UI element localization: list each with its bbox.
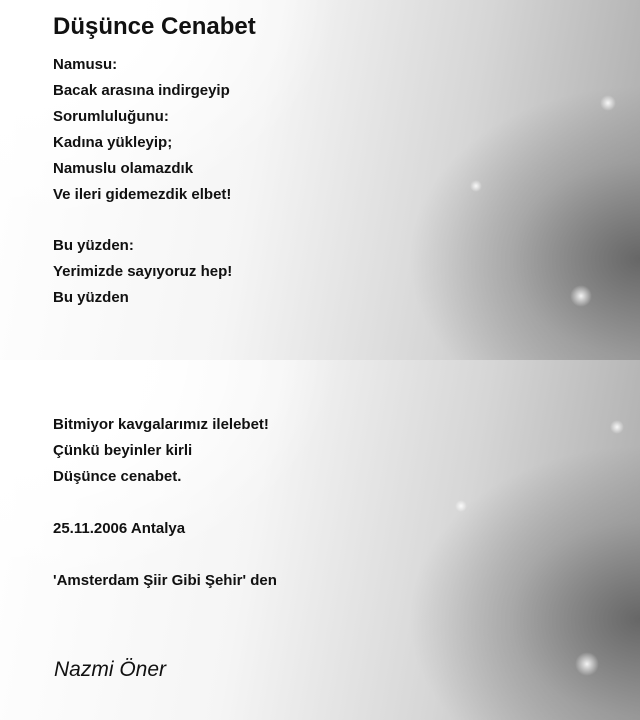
poem-line: Bu yüzden: [53,237,134,254]
date-place-text: 25.11.2006 Antalya [53,520,186,537]
poem-line: Sorumluluğunu: [53,108,169,125]
poem-title: Düşünce Cenabet [53,13,256,40]
poem-line: Kadına yükleyip; [53,134,173,151]
background-sparkle [570,285,592,307]
author-signature: Nazmi Öner [54,658,167,681]
background-sparkle [600,95,616,111]
poem-line: Namusu: [53,56,118,73]
poem-line: Düşünce cenabet. [53,468,182,485]
background-sparkle [610,420,624,434]
poem-line: Çünkü beyinler kirli [53,442,193,459]
stanza-3 [53,412,269,490]
poem-line: Bacak arasına indirgeyip [53,82,230,99]
date-place [53,516,185,542]
poem-card-bottom [0,360,640,720]
stanza-2 [53,233,232,311]
stanza-1 [53,52,231,208]
background-sparkle [575,652,599,676]
background-sparkle [470,180,482,192]
poem-line: Namuslu olamazdık [53,160,194,177]
poem-line: Bitmiyor kavgalarımız ilelebet! [53,416,269,433]
poem-line: Ve ileri gidemezdik elbet! [53,186,232,203]
background-sparkle [455,500,467,512]
source-note [53,568,277,594]
poem-line: Bu yüzden [53,289,129,306]
poem-line: Yerimizde sayıyoruz hep! [53,263,233,280]
source-text: 'Amsterdam Şiir Gibi Şehir' den [53,572,277,589]
